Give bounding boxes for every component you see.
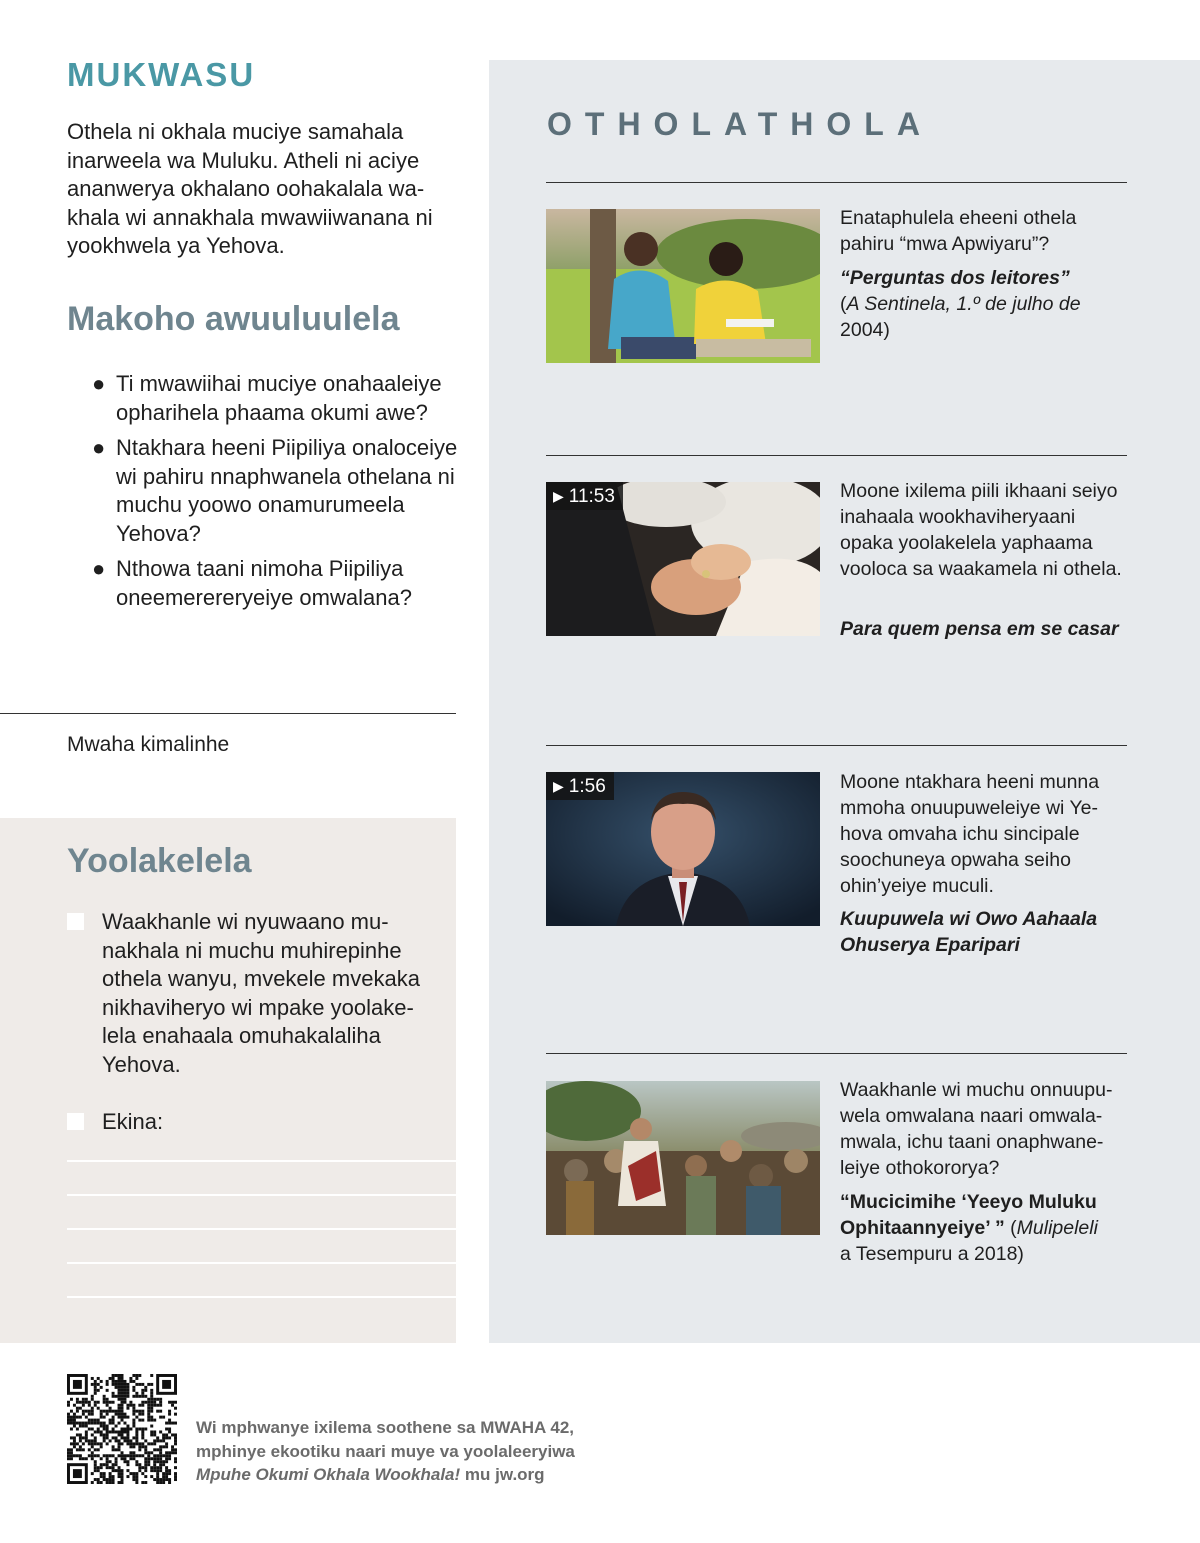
resource-source bbox=[840, 291, 1130, 343]
couple-reading-image-icon bbox=[546, 209, 820, 363]
video-duration bbox=[546, 482, 623, 510]
source-publication: A Sentinela, 1.º de julho de bbox=[846, 293, 1081, 315]
resource-title-link[interactable]: “Mucicimihe ‘Yeeyo Muluku Ophitaannyeiye’ ” bbox=[840, 1191, 1097, 1239]
resource-description: Waakhanle wi muchu onnuupuwela omwalana naari omwalamwala, ichu taani onaphwaneleiye othokororya? bbox=[840, 1079, 1113, 1179]
write-in-line[interactable] bbox=[67, 1194, 456, 1196]
goal-item[interactable] bbox=[67, 908, 437, 1079]
resource-title-link[interactable]: Para quem pensa em se casar bbox=[840, 618, 1119, 640]
write-in-line[interactable] bbox=[67, 1262, 456, 1264]
list-item bbox=[92, 370, 462, 427]
bullet-icon: ● bbox=[92, 371, 106, 396]
resource-image-couple-reading[interactable] bbox=[546, 209, 820, 363]
checkbox-icon[interactable] bbox=[67, 1113, 84, 1130]
source-date: a Tesempuru a 2018) bbox=[840, 1243, 1024, 1265]
resource-description: Enataphulela eheeni othela pahiru “mwa Apwiyaru”? bbox=[840, 207, 1077, 255]
divider bbox=[546, 455, 1127, 456]
summary-text: Othela ni okhala muciye samahala inarweela wa Muluku. Atheli ni aciye ananwerya okhalano oohakalala wakhala wi annakhala mwawiiwanana ni yookhwela ya Yehova. bbox=[67, 119, 433, 258]
goals-heading: Yoolakelela bbox=[67, 842, 252, 880]
resource-description: Moone ixilema piili ikhaani seiyo inahaala wookhaviheryaani opaka yoolakelela yaphaama vooloca sa waakamela ni othela. bbox=[840, 480, 1122, 580]
resource-title-link[interactable]: Kuupuwela wi Owo Aahaala Ohuserya Eparipari bbox=[840, 908, 1098, 956]
duration-text: 1:56 bbox=[568, 776, 606, 797]
divider bbox=[546, 1053, 1127, 1054]
checkbox-icon[interactable] bbox=[67, 913, 84, 930]
qr-code-icon[interactable] bbox=[67, 1374, 177, 1484]
question-text: Nthowa taani nimoha Piipiliya oneemerereryeiye omwalana? bbox=[116, 556, 412, 610]
video-duration bbox=[546, 772, 614, 800]
bullet-icon: ● bbox=[92, 435, 106, 460]
goals-box bbox=[0, 818, 456, 1343]
resource-description: Moone ntakhara heeni munna mmoha onuupuweleiye wi Yehova omvaha ichu sincipale soochuneya opwaha seiho ohin’yeiye muculi. bbox=[840, 771, 1100, 897]
source-year: 2004) bbox=[840, 319, 890, 341]
resource-title-link[interactable]: “Perguntas dos leitores” bbox=[840, 267, 1070, 289]
goal-text: Waakhanle wi nyuwaano munakhala ni muchu muhirepinhe othela wanyu, mvekele mvekaka nikhaviheryo wi mpake yoolakelela enahaala omuhakalaliha Yehova. bbox=[102, 909, 420, 1077]
divider bbox=[546, 745, 1127, 746]
footer-line-2: mphinye ekootiku naari muye va yoolaleeryiwa bbox=[196, 1441, 575, 1461]
footer-site: mu jw.org bbox=[460, 1465, 545, 1484]
questions-heading: Makoho awuuluulela bbox=[67, 300, 400, 338]
resource-image-jesus-crowd[interactable] bbox=[546, 1081, 820, 1235]
write-in-line[interactable] bbox=[67, 1296, 456, 1298]
write-in-line[interactable] bbox=[67, 1160, 456, 1162]
footer-line-1: Wi mphwanye ixilema soothene sa MWAHA 42, bbox=[196, 1418, 575, 1437]
summary-heading: MUKWASU bbox=[67, 56, 256, 93]
source-paren: ( bbox=[840, 293, 847, 315]
bullet-icon: ● bbox=[92, 556, 106, 581]
lesson-completed-label: Mwaha kimalinhe bbox=[67, 733, 230, 756]
video-thumbnail-brother-portrait[interactable] bbox=[546, 772, 820, 926]
video-thumbnail-holding-hands[interactable] bbox=[546, 482, 820, 636]
resource-citation bbox=[840, 1189, 1130, 1267]
divider bbox=[546, 182, 1127, 183]
play-icon: ▶ bbox=[553, 488, 564, 504]
write-in-line[interactable] bbox=[67, 1228, 456, 1230]
footer-publication: Mpuhe Okumi Okhala Wookhala! bbox=[196, 1465, 461, 1484]
footer-note bbox=[196, 1416, 616, 1487]
questions-list bbox=[92, 370, 462, 619]
source-publication: Mulipeleli bbox=[1016, 1217, 1098, 1239]
goal-item[interactable] bbox=[67, 1108, 437, 1137]
jesus-with-crowd-image-icon bbox=[546, 1081, 820, 1235]
duration-text: 11:53 bbox=[568, 486, 615, 507]
explore-heading: OTHOLATHOLA bbox=[547, 106, 933, 142]
source-paren: ( bbox=[1004, 1217, 1017, 1239]
question-text: Ti mwawiihai muciye onahaaleiye opharihela phaama okumi awe? bbox=[116, 371, 442, 425]
list-item bbox=[92, 555, 462, 612]
goal-text: Ekina: bbox=[102, 1109, 164, 1134]
divider bbox=[0, 713, 456, 714]
question-text: Ntakhara heeni Piipiliya onaloceiye wi pahiru nnaphwanela othelana ni muchu yoowo onamurumeela Yehova? bbox=[116, 435, 458, 546]
list-item bbox=[92, 434, 462, 548]
play-icon: ▶ bbox=[553, 778, 564, 794]
